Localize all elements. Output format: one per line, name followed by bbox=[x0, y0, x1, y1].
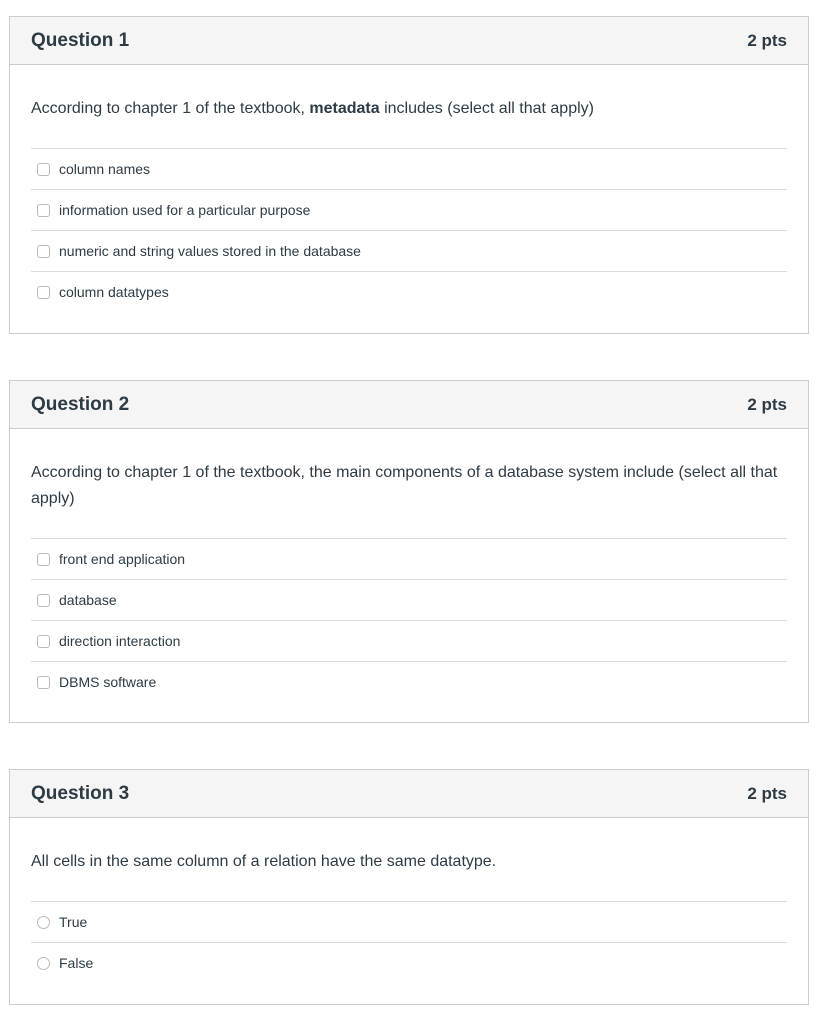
checkbox[interactable] bbox=[37, 163, 50, 176]
answer-label: information used for a particular purpose bbox=[59, 202, 311, 218]
answer-option[interactable] bbox=[31, 579, 787, 620]
answer-label: numeric and string values stored in the database bbox=[59, 243, 361, 259]
question-text-part: includes (select all that apply) bbox=[379, 100, 594, 117]
answer-label: column datatypes bbox=[59, 284, 169, 300]
answer-option[interactable] bbox=[31, 271, 787, 312]
question-text-part: According to chapter 1 of the textbook, bbox=[31, 100, 310, 117]
checkbox[interactable] bbox=[37, 635, 50, 648]
answer-option[interactable] bbox=[31, 661, 787, 702]
question-body bbox=[10, 429, 808, 702]
question-header bbox=[10, 381, 808, 429]
answer-label: direction interaction bbox=[59, 633, 181, 649]
answer-option[interactable] bbox=[31, 148, 787, 189]
answer-label: front end application bbox=[59, 551, 186, 567]
question-title: Question 3 bbox=[31, 782, 130, 804]
answer-option[interactable] bbox=[31, 901, 787, 942]
question-2-card bbox=[9, 380, 809, 723]
checkbox[interactable] bbox=[37, 204, 50, 217]
question-header bbox=[10, 770, 808, 818]
answer-list bbox=[31, 901, 787, 983]
answer-label: False bbox=[59, 955, 94, 971]
question-body bbox=[10, 818, 808, 983]
answer-label: column names bbox=[59, 161, 151, 177]
question-text-bold: metadata bbox=[309, 100, 380, 117]
checkbox[interactable] bbox=[37, 286, 50, 299]
checkbox[interactable] bbox=[37, 245, 50, 258]
question-3-card bbox=[9, 769, 809, 1005]
radio-button[interactable] bbox=[37, 916, 50, 929]
answer-list bbox=[31, 148, 787, 312]
checkbox[interactable] bbox=[37, 553, 50, 566]
question-text bbox=[31, 65, 787, 148]
question-title: Question 1 bbox=[31, 29, 130, 51]
radio-button[interactable] bbox=[37, 957, 50, 970]
question-text: All cells in the same column of a relation have the same datatype. bbox=[31, 853, 497, 870]
question-body bbox=[10, 65, 808, 312]
question-points: 2 pts bbox=[747, 783, 787, 803]
question-1-card bbox=[9, 16, 809, 334]
answer-label: database bbox=[59, 592, 117, 608]
question-text: According to chapter 1 of the textbook, the main components of a database system include (select all that apply) bbox=[31, 464, 778, 507]
answer-label: DBMS software bbox=[59, 674, 157, 690]
answer-option[interactable] bbox=[31, 942, 787, 983]
answer-label: True bbox=[59, 914, 88, 930]
checkbox[interactable] bbox=[37, 594, 50, 607]
answer-option[interactable] bbox=[31, 538, 787, 579]
answer-option[interactable] bbox=[31, 189, 787, 230]
question-points: 2 pts bbox=[747, 30, 787, 50]
question-header bbox=[10, 17, 808, 65]
answer-list bbox=[31, 538, 787, 702]
answer-option[interactable] bbox=[31, 230, 787, 271]
question-title: Question 2 bbox=[31, 393, 130, 415]
question-points: 2 pts bbox=[747, 394, 787, 414]
answer-option[interactable] bbox=[31, 620, 787, 661]
checkbox[interactable] bbox=[37, 676, 50, 689]
